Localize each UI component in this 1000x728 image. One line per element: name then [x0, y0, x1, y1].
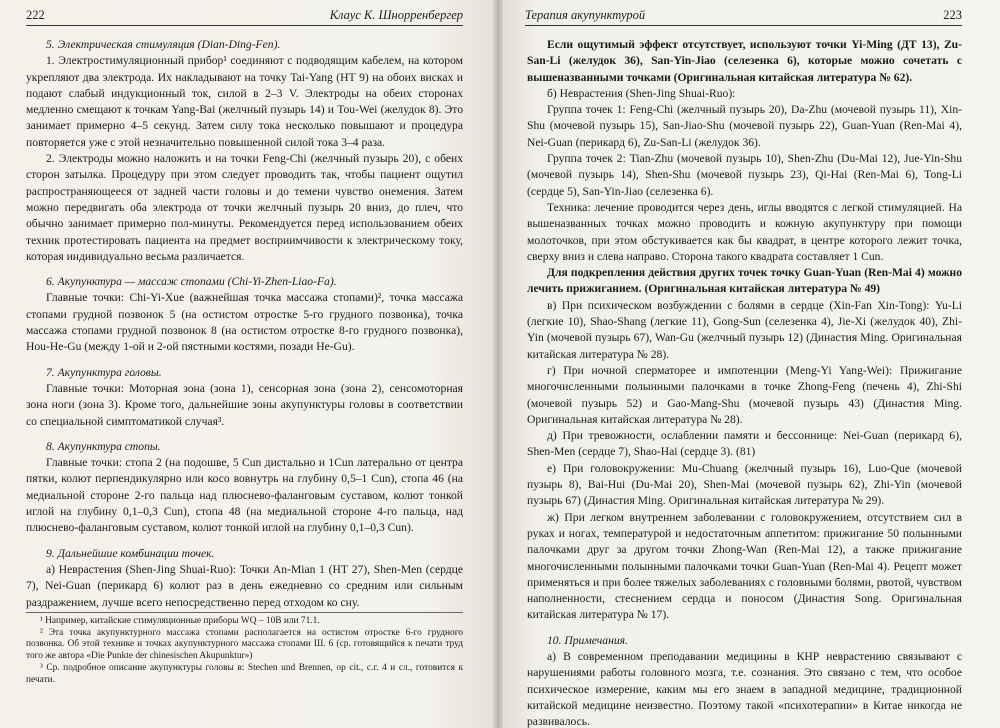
left-page [0, 0, 497, 728]
footnotes [26, 612, 463, 686]
paragraph: г) При ночной сперматорее и импотенции (Meng-Yi Yang-Wei): Прижигание многочисленными полынными палочками в точке Zhong-Feng (печень 4), Zhi-Shi (мочевой пузырь 52) и Gao-Mang-Shu (мочевой пузырь 43) (Династия Ming. Оригинальная китайская литература № 28). [527, 363, 962, 426]
paragraph: е) При головокружении: Mu-Chuang (желчный пузырь 16), Luo-Que (мочевой пузырь 8), Bai-Hui (Du-Mai 20), Shen-Mai (мочевой пузырь 62), Zhi-Yin (мочевой пузырь 67) (Династия Ming. Оригинальная китайская литература № 29). [527, 461, 962, 508]
right-page-header [525, 8, 962, 26]
paragraph: Если ощутимый эффект отсутствует, используют точки Yi-Ming (ДТ 13), Zu-San-Li (желудок 36), San-Yin-Jiao (селезенка 6), которые можно сочетать с вышеназванными точками (Оригинальная китайская литература № 62). [527, 38, 962, 84]
footnote: ² Эта точка акупунктурного массажа стопами располагается на остистом отростке 6-го грудного позвонка. Об этой технике и точках акупунктурного массажа стопами Ш. 6 (ср. готовящийся к печати труд того же автора «Die Punkte der chinesischen Akupunktur») [26, 627, 463, 662]
section-heading: 10. Примечания. [547, 633, 628, 647]
paragraph: а) В современном преподавании медицины в КНР неврастению связывают с нарушениями работы головного мозга, т.е. сознания. Это связано с тем, что особое психическое измерение, каким мы его знаем в западной медицине, традиционной китайской медицине неизвестно. Поэтому такой «психотерапии» в Китае никогда не развивалось. [527, 649, 962, 728]
section-heading: 6. Акупунктура — массаж стопами (Chi-Yi-Zhen-Liao-Fa). [46, 275, 337, 289]
paragraph: ж) При легком внутреннем заболевании с головокружением, отсутствием сил в руках и ногах, температурой и недостаточным аппетитом: прижигание 50 полынными палочками друг за другом точки Zhong-Wan (Ren-Mai 12), а также прижигание многочисленными полынными палочками точки Guan-Yuan (Ren-Mai 4). Рецепт может применяться и при более тяжелых заболеваниях с головными болями, рвотой, чувством наполненности, стеснением сердца и поносом (Династия Song. Оригинальная китайская литература № 17). [527, 510, 962, 622]
running-head-right: Терапия акупунктурой [525, 8, 646, 22]
page-number-left: 222 [26, 8, 45, 22]
section-heading: 7. Акупунктура головы. [46, 365, 162, 379]
page-number-right: 223 [943, 8, 962, 22]
right-page [497, 0, 1000, 728]
paragraph: б) Неврастения (Shen-Jing Shuai-Ruo): [547, 86, 736, 100]
paragraph: д) При тревожности, ослаблении памяти и бессоннице: Nei-Guan (перикард 6), Shen-Men (сердце 7), Shao-Hai (сердце 3). (81) [527, 429, 962, 459]
running-head-left: Клаус К. Шнорренбергер [329, 8, 463, 22]
right-page-text [527, 37, 962, 728]
paragraph: Для подкрепления действия других точек точку Guan-Yuan (Ren-Mai 4) можно лечить прижиганием. (Оригинальная китайская литература № 49) [527, 266, 962, 296]
section-heading: 9. Дальнейшие комбинации точек. [46, 546, 215, 560]
section-heading: 5. Электрическая стимуляция (Dian-Ding-Fen). [46, 38, 281, 51]
paragraph: 1. Электростимуляционный прибор¹ соединяют с подводящим кабелем, на котором укрепляют два электрода. Их накладывают на точку Tai-Yang (НТ 9) на обоих висках и подают слабый индукционный ток, силой в 2–3 V. Электроды на обеих сторонах медленно смещают к точкам Yang-Bai (желчный пузырь 14) и Tou-Wei (желудок 8). Это занимает примерно 4–5 секунд. Затем силу тока несколько повышают и процедура повторяется уже с этой незначительно повышенной силой тока 3–4 раза. [26, 54, 463, 149]
left-page-header [26, 8, 463, 26]
paragraph: в) При психическом возбуждении с болями в сердце (Xin-Fan Xin-Tong): Yu-Li (легкие 10), Shao-Shang (легкие 11), Gong-Sun (селезенка 4), Jie-Xi (желудок 40), Zhi-Yin (мочевой пузырь 67), Wan-Gu (желчный пузырь 12) (Династия Ming. Оригинальная китайская литература № 28). [527, 298, 962, 361]
paragraph: Главные точки: стопа 2 (на подошве, 5 Cun дистально и 1Cun латерально от центра пятки, колют перпендикулярно или косо вовнутрь на глубину 0,5–1 Cun), стопа 46 (на медиальной стороне 2-го пальца над плюснево-фаланговым суставом, колют тонкой иглой на глубину 0,1–0,3 Cun), стопа 48 (на медиальной стороне 4-го пальца, над плюснево-фаланговым суставом, колют тонкой иглой на глубину 0,1–0,3 Cun). [26, 456, 463, 535]
paragraph: 2. Электроды можно наложить и на точки Feng-Chi (желчный пузырь 20), с обеих сторон затылка. Процедуру при этом следует проводить так, чтобы пациент ощутил распространяющееся от задней части головы и до темени чувство онемения. Затем можно передвигать оба электрода от точки желчный пузырь 20 вниз, до плеч, что обычно занимает примерно пол-минуты. Рекомендуется перед использованием обеих техник протестировать пациента на предмет восприимчивости к электрическому току, которая индивидуально весьма различается. [26, 152, 463, 263]
paragraph: Главные точки: Моторная зона (зона 1), сенсорная зона (зона 2), сенсомоторная зона ноги (зона 3). Кроме того, дальнейшие зоны акупунктуры головы в соответствии со специальной симптоматикой случая³. [26, 381, 463, 428]
paragraph: Техника: лечение проводится через день, иглы вводятся с легкой стимуляцией. На вышеназванных точках можно проводить и кожную акупунктуру при помощи молоточков, при этом обстукивается как бы квадрат, в центре которого лежит точка, сверху вниз и слева направо. Сторона такого квадрата составляет 1 Cun. [527, 200, 962, 263]
book-gutter [493, 0, 503, 728]
footnote: ¹ Например, китайские стимуляционные приборы WQ – 10B или 71.1. [40, 616, 320, 626]
paragraph: Группа точек 1: Feng-Chi (желчный пузырь 20), Da-Zhu (мочевой пузырь 11), Xin-Shu (мочевой пузырь 15), San-Jiao-Shu (мочевой пузырь 22), Guan-Yuan (Ren-Mai 4), Nei-Guan (перикард 6), Zu-San-Li (желудок 36). [527, 103, 962, 149]
paragraph: Группа точек 2: Tian-Zhu (мочевой пузырь 10), Shen-Zhu (Du-Mai 12), Jue-Yin-Shu (мочевой пузырь 14), Shen-Shu (мочевой пузырь 23), Qi-Hai (Ren-Mai 6), Tong-Li (сердце 5), San-Yin-Jiao (селезенка 6). [527, 152, 962, 198]
left-page-text [26, 37, 463, 611]
section-heading: 8. Акупунктура стопы. [46, 439, 161, 453]
footnote: ³ Ср. подробное описание акупунктуры головы в: Stechen und Brennen, op cit., с.г. 4 и сл., готовится к печати. [26, 662, 463, 685]
paragraph: а) Неврастения (Shen-Jing Shuai-Ruo): Точки An-Mian 1 (НТ 27), Shen-Men (сердце 7), Nei-Guan (перикард 6) колют раз в день ежедневно со средним или сильным раздражением, лучше всего непосредственно перед отходом ко сну. [26, 562, 463, 609]
paragraph: Главные точки: Chi-Yi-Xue (важнейшая точка массажа стопами)², точка массажа стопами грудной позвонок 5 (на остистом отростке 5-го грудного позвонка), точка массажа стопами грудной позвонок 8 (на остистом отростке 8-го грудного позвонка), Hou-He-Gu (между 1-ой и 2-ой пястными костями, позади He-Gu). [26, 291, 463, 354]
